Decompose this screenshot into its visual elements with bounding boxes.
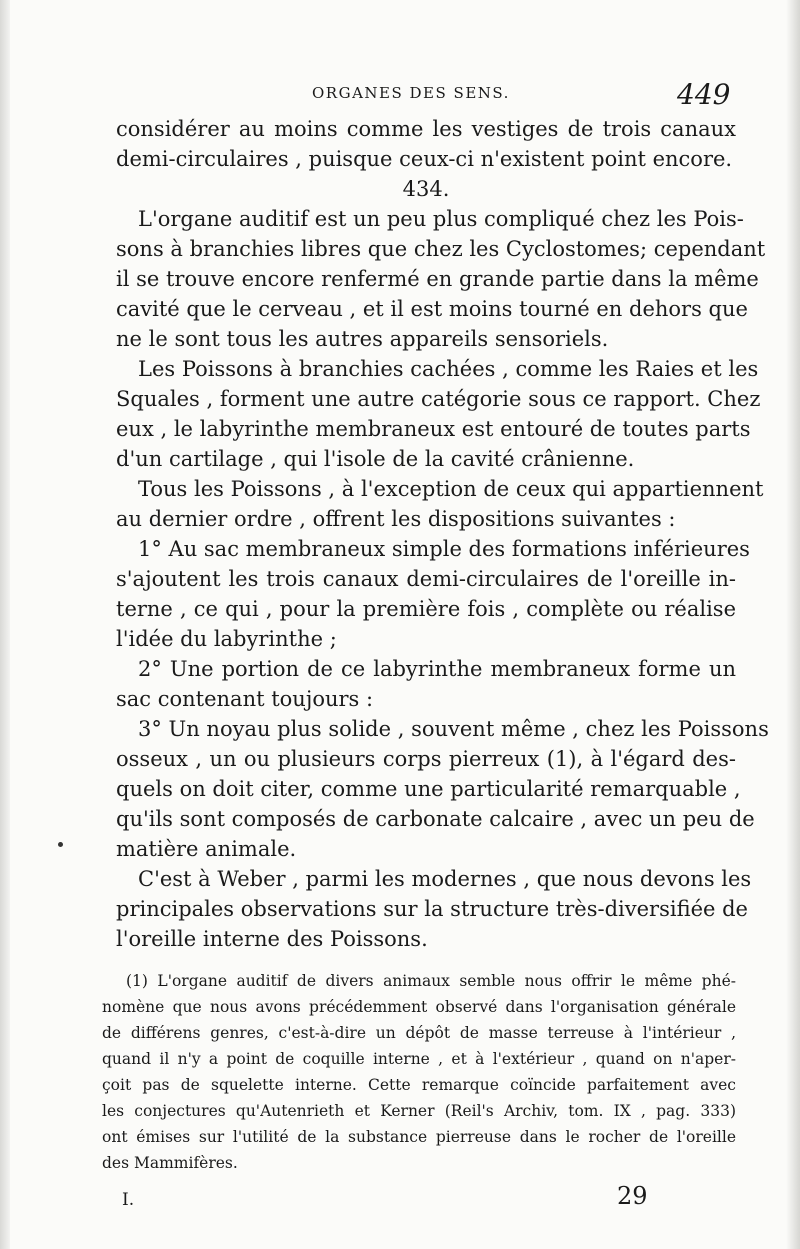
page-edge-shadow	[786, 0, 800, 1249]
footnote-line: quand il n'y a point de coquille interne , et à l'extérieur , quand on n'aper-	[102, 1050, 736, 1068]
text-line: au dernier ordre , offrent les dispositions suivantes :	[116, 507, 676, 531]
text-line: considérer au moins comme les vestiges de trois canaux	[116, 117, 736, 141]
text-line: quels on doit citer, comme une particularité remarquable ,	[116, 777, 741, 801]
running-head	[0, 78, 800, 118]
footnote-line: les conjectures qu'Autenrieth et Kerner (Reil's Archiv, tom. IX , pag. 333)	[102, 1102, 736, 1120]
text-line: l'idée du labyrinthe ;	[116, 627, 337, 651]
text-line: principales observations sur la structure très-diversifiée de	[116, 897, 748, 921]
footnote-line: (1) L'organe auditif de divers animaux semble nous offrir le même phé-	[126, 972, 736, 990]
footnote-line: nomène que nous avons précédemment observé dans l'organisation générale	[102, 998, 736, 1016]
text-line: 3° Un noyau plus solide , souvent même , chez les Poissons	[138, 717, 769, 741]
text-line: qu'ils sont composés de carbonate calcaire , avec un peu de	[116, 807, 755, 831]
text-line: Les Poissons à branchies cachées , comme les Raies et les	[138, 357, 759, 381]
text-line: Squales , forment une autre catégorie sous ce rapport. Chez	[116, 387, 761, 411]
text-line: sac contenant toujours :	[116, 687, 374, 711]
signature-number: 29	[617, 1182, 648, 1210]
text-line: L'organe auditif est un peu plus compliqué chez les Pois-	[138, 207, 744, 231]
footnote-line: ont émises sur l'utilité de la substance pierreuse dans le rocher de l'oreille	[102, 1128, 736, 1146]
text-line: il se trouve encore renfermé en grande partie dans la même	[116, 267, 759, 291]
text-line: s'ajoutent les trois canaux demi-circulaires de l'oreille in-	[116, 567, 736, 591]
text-line: 2° Une portion de ce labyrinthe membraneux forme un	[138, 657, 736, 681]
text-line: sons à branchies libres que chez les Cyclostomes; cependant	[116, 237, 766, 261]
text-line: terne , ce qui , pour la première fois , complète ou réalise	[116, 597, 736, 621]
text-line: demi-circulaires , puisque ceux-ci n'existent point encore.	[116, 147, 733, 171]
ink-speck	[58, 842, 63, 847]
page-number: 449	[677, 78, 731, 111]
footnote	[102, 968, 736, 1176]
page-gutter-shadow	[0, 0, 10, 1249]
section-number: 434.	[402, 177, 450, 201]
footnote-line: de différens genres, c'est-à-dire un dépôt de masse terreuse à l'intérieur ,	[102, 1024, 736, 1042]
text-line: d'un cartilage , qui l'isole de la cavité crânienne.	[116, 447, 635, 471]
footnote-line: çoit pas de squelette interne. Cette remarque coïncide parfaitement avec	[102, 1076, 736, 1094]
text-line: l'oreille interne des Poissons.	[116, 927, 428, 951]
body-text	[116, 114, 769, 954]
running-head-title: ORGANES DES SENS.	[312, 84, 510, 102]
text-line: 1° Au sac membraneux simple des formations inférieures	[138, 537, 750, 561]
footnote-line: des Mammifères.	[102, 1154, 238, 1172]
signature-mark: I.	[122, 1190, 135, 1210]
text-line: C'est à Weber , parmi les modernes , que nous devons les	[138, 867, 752, 891]
text-line: ne le sont tous les autres appareils sensoriels.	[116, 327, 609, 351]
text-line: eux , le labyrinthe membraneux est entouré de toutes parts	[116, 417, 751, 441]
text-line: matière animale.	[116, 837, 297, 861]
text-line: Tous les Poissons , à l'exception de ceux qui appartiennent	[138, 477, 764, 501]
text-line: cavité que le cerveau , et il est moins tourné en dehors que	[116, 297, 748, 321]
text-line: osseux , un ou plusieurs corps pierreux (1), à l'égard des-	[116, 747, 736, 771]
